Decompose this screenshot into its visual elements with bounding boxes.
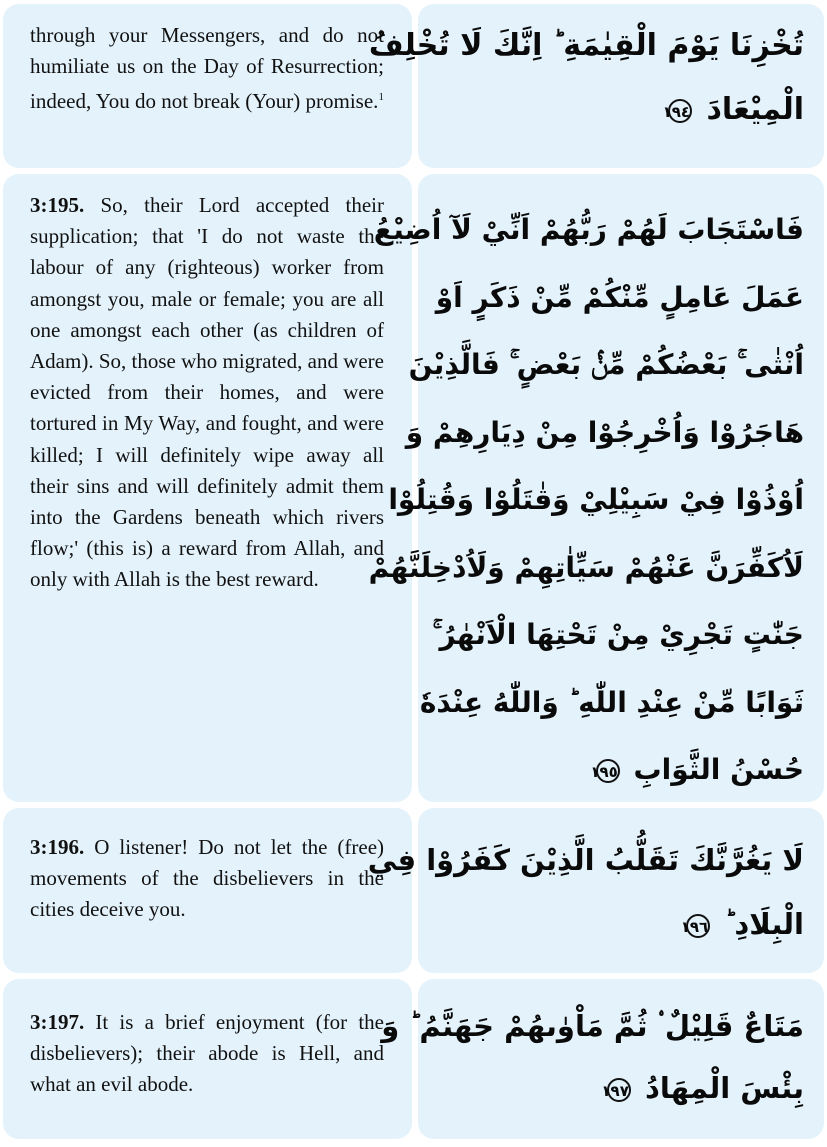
verse-reference: 3:196. bbox=[30, 835, 85, 859]
arabic-line-last bbox=[436, 78, 804, 142]
arabic-line-text: الْبِلَادِ ؕ bbox=[724, 907, 804, 941]
arabic-line-text: بِئْسَ الْمِهَادُ bbox=[644, 1071, 804, 1105]
ayah-number-marker: ١٩٦ bbox=[686, 914, 710, 938]
arabic-line-text: الْمِيْعَادَ bbox=[706, 92, 804, 127]
arabic-verse-cell bbox=[368, 4, 824, 168]
arabic-line: اُنْثٰى ۚ بَعْضُكُمْ مِّنْۢ بَعْضٍ ۚ فَالَّذِيْنَ bbox=[408, 348, 804, 381]
arabic-verse-cell bbox=[367, 808, 824, 973]
verse-row-197 bbox=[3, 979, 824, 1139]
arabic-line: جَنّٰتٍ تَجْرِيْ مِنْ تَحْتِهَا الْاَنْهٰرُ ۚ bbox=[432, 618, 804, 651]
translation-text: It is a brief enjoyment (for the disbelievers); their abode is Hell, and what an evil abode. bbox=[30, 1010, 385, 1097]
arabic-line: تُخْزِنَا يَوْمَ الْقِيٰمَةِ ؕ اِنَّكَ لَا تُخْلِفُ bbox=[368, 28, 804, 63]
arabic-line: ثَوَابًا مِّنْ عِنْدِ اللّٰهِ ؕ وَاللّٰهُ عِنْدَهٗ bbox=[419, 685, 804, 719]
arabic-line: اُوْذُوْا فِيْ سَبِيْلِيْ وَقٰتَلُوْا وَقُتِلُوْا bbox=[388, 483, 804, 516]
verse-reference: 3:195. bbox=[30, 193, 85, 217]
arabic-line: لَاُكَفِّرَنَّ عَنْهُمْ سَيِّاٰتِهِمْ وَلَاُدْخِلَنَّهُمْ bbox=[368, 550, 804, 584]
arabic-line: فَاسْتَجَابَ لَهُمْ رَبُّهُمْ اَنِّيْ لَآ اُضِيْعُ bbox=[374, 213, 804, 246]
ayah-number-marker: ١٩٥ bbox=[596, 759, 620, 783]
footnote-mark: 1 bbox=[378, 91, 384, 104]
arabic-line-last bbox=[436, 736, 804, 804]
english-translation-cell bbox=[3, 4, 412, 168]
arabic-line-text: حُسْنُ الثَّوَابِ bbox=[633, 753, 804, 786]
english-translation-cell bbox=[3, 808, 412, 973]
english-translation-cell bbox=[3, 174, 412, 802]
translation-text: through your Messengers, and do not humiliate us on the Day of Resurrection; indeed, You do not break (Your) promise. bbox=[30, 23, 384, 114]
arabic-verse-cell bbox=[381, 979, 824, 1139]
arabic-verse-cell bbox=[368, 174, 824, 802]
translation-text: O listener! Do not let the (free) movements of the disbelievers in the cities deceive you. bbox=[30, 835, 385, 922]
arabic-line: عَمَلَ عَامِلٍ مِّنْكُمْ مِّنْ ذَكَرٍ اَوْ bbox=[435, 280, 804, 314]
verse-row-195 bbox=[3, 174, 824, 802]
arabic-line: هَاجَرُوْا وَاُخْرِجُوْا مِنْ دِيَارِهِمْ وَ bbox=[405, 415, 804, 449]
verse-row-196 bbox=[3, 808, 824, 973]
ayah-number-marker: ١٩٤ bbox=[668, 99, 692, 123]
arabic-line: لَا يَغُرَّنَّكَ تَقَلُّبُ الَّذِيْنَ كَفَرُوْا فِي bbox=[367, 843, 804, 877]
verse-reference: 3:197. bbox=[30, 1010, 85, 1034]
arabic-line-last bbox=[436, 1057, 804, 1119]
verse-row-194 bbox=[3, 4, 824, 168]
ayah-number-marker: ١٩٧ bbox=[607, 1078, 631, 1102]
translation-text: So, their Lord accepted their supplication; that 'I do not waste the labour of any (righteous) worker from amongst you, male or female; you are all one amongst each other (as children of Adam). So, those who migrated, and were evicted from their homes, and were tortured in My Way, and fought, and were killed; I will definitely wipe away all their sins and will definitely admit them into the Gardens beneath which rivers flow;' (this is) a reward from Allah, and only with Allah is the best reward. bbox=[30, 193, 384, 592]
arabic-line-last bbox=[436, 892, 804, 956]
arabic-line: مَتَاعٌ قَلِيْلٌ ۟ ثُمَّ مَاْوٰىهُمْ جَهَنَّمُ ؕ وَ bbox=[381, 1009, 804, 1043]
english-translation-cell bbox=[3, 979, 412, 1139]
